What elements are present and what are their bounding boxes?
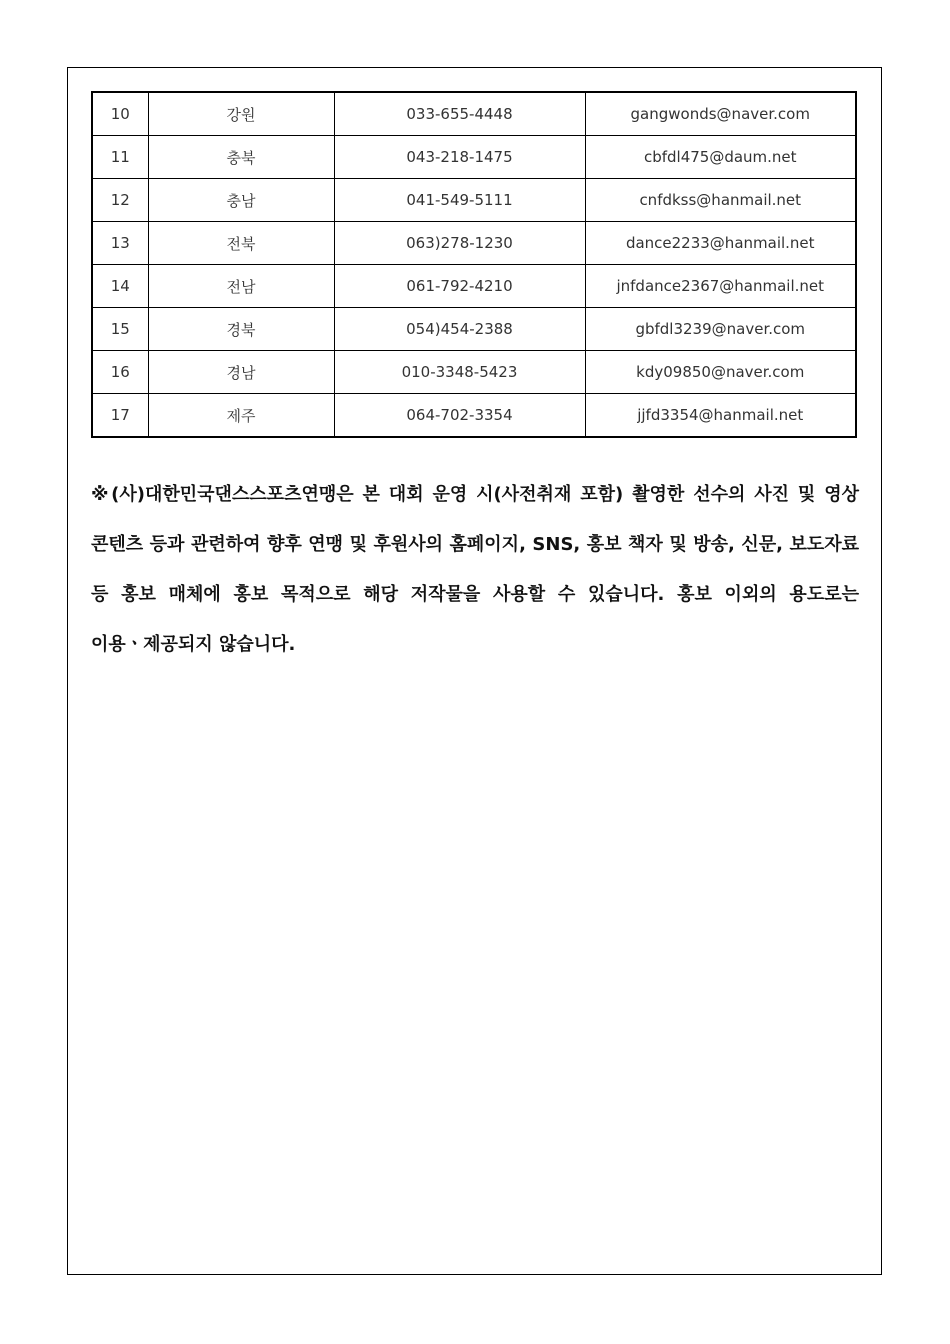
row-number: 10 — [92, 92, 148, 136]
table-row — [92, 308, 856, 351]
email-cell: kdy09850@naver.com — [585, 351, 856, 394]
table-row — [92, 179, 856, 222]
table-row — [92, 222, 856, 265]
row-number: 14 — [92, 265, 148, 308]
table-row — [92, 92, 856, 136]
region-cell: 전남 — [148, 265, 334, 308]
email-cell: gbfdl3239@naver.com — [585, 308, 856, 351]
phone-cell: 043-218-1475 — [334, 136, 585, 179]
table-row — [92, 351, 856, 394]
region-cell: 경남 — [148, 351, 334, 394]
row-number: 12 — [92, 179, 148, 222]
row-number: 11 — [92, 136, 148, 179]
email-cell: cbfdl475@daum.net — [585, 136, 856, 179]
email-cell: dance2233@hanmail.net — [585, 222, 856, 265]
region-cell: 충남 — [148, 179, 334, 222]
table-row — [92, 265, 856, 308]
region-cell: 제주 — [148, 394, 334, 438]
phone-cell: 061-792-4210 — [334, 265, 585, 308]
phone-cell: 033-655-4448 — [334, 92, 585, 136]
contact-table — [91, 91, 857, 438]
row-number: 17 — [92, 394, 148, 438]
row-number: 15 — [92, 308, 148, 351]
table-row — [92, 394, 856, 438]
phone-cell: 010-3348-5423 — [334, 351, 585, 394]
copyright-notice: ※(사)대한민국댄스스포츠연맹은 본 대회 운영 시(사전취재 포함) 촬영한 선수의 사진 및 영상 콘텐츠 등과 관련하여 향후 연맹 및 후원사의 홈페이지, SNS, 홍보 책자 및 방송, 신문, 보도자료 등 홍보 매체에 홍보 목적으로 해당 저작물을 사용할 수 있습니다. 홍보 이외의 용도로는 이용ㆍ제공되지 않습니다. — [91, 484, 859, 655]
phone-cell: 054)454-2388 — [334, 308, 585, 351]
region-cell: 충북 — [148, 136, 334, 179]
region-cell: 경북 — [148, 308, 334, 351]
phone-cell: 063)278-1230 — [334, 222, 585, 265]
region-cell: 강원 — [148, 92, 334, 136]
phone-cell: 041-549-5111 — [334, 179, 585, 222]
region-cell: 전북 — [148, 222, 334, 265]
email-cell: cnfdkss@hanmail.net — [585, 179, 856, 222]
table-row — [92, 136, 856, 179]
email-cell: jjfd3354@hanmail.net — [585, 394, 856, 438]
email-cell: jnfdance2367@hanmail.net — [585, 265, 856, 308]
row-number: 13 — [92, 222, 148, 265]
row-number: 16 — [92, 351, 148, 394]
phone-cell: 064-702-3354 — [334, 394, 585, 438]
email-cell: gangwonds@naver.com — [585, 92, 856, 136]
